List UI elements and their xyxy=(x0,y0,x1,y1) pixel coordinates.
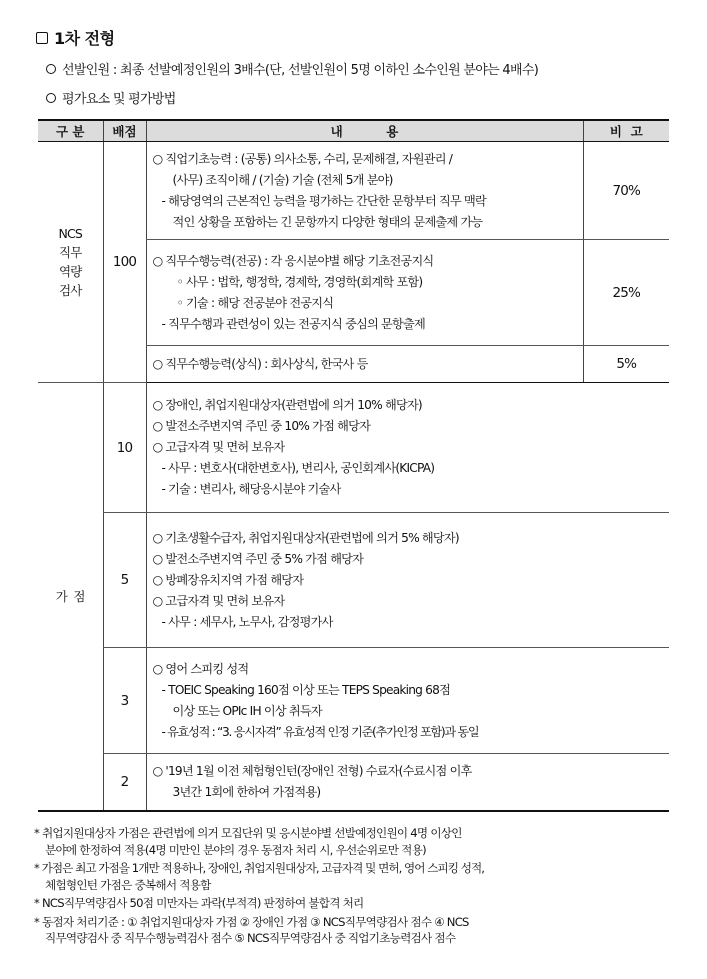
header-remark: 비 고 xyxy=(583,120,669,142)
circle-bullet-icon xyxy=(46,64,56,74)
category-bonus: 가 점 xyxy=(38,383,103,811)
score-cell: 5 xyxy=(103,513,146,648)
remark-cell: 25% xyxy=(583,240,669,346)
circle-bullet-icon xyxy=(46,93,56,103)
footnote-item: * 동점자 처리기준 : ① 취업지원대상자 가점 ② 장애인 가점 ③ NCS직무역량검사 점수 ④ NCS 직무역량검사 중 직무수행능력검사 점수 ⑤ NCS직무역량검사 중 직업기초능력검사 점수 xyxy=(34,914,469,945)
category-ncs: NCS 직무 역량 검사 xyxy=(38,142,103,383)
footnotes xyxy=(34,825,679,947)
content-cell: ○ 장애인, 취업지원대상자(관련법에 의거 10% 해당자) ○ 발전소주변지역 주민 중 10% 가점 해당자 ○ 고급자격 및 면허 보유자 - 사무 : 변호사(대한변호사), 변리사, 공인회계사(KICPA) - 기술 : 변리사, 해당응시분야 기술사 xyxy=(146,383,669,513)
content-cell: ○ 직업기초능력 : (공통) 의사소통, 수리, 문제해결, 자원관리 / (사무) 조직이해 / (기술) 기술 (전체 5개 분야) - 해당영역의 근본적인 능력을 평가하는 간단한 문항부터 직무 맥락 적인 상황을 포함하는 긴 문항까지 다양한 형태의 문제출제 가능 xyxy=(146,142,583,240)
table-row xyxy=(38,383,669,513)
footnote-item: * NCS직무역량검사 50점 미만자는 과락(부적격) 판정하여 불합격 처리 xyxy=(34,896,364,910)
footnote-item: * 가점은 최고 가점을 1개만 적용하나, 장애인, 취업지원대상자, 고급자격 및 면허, 영어 스피킹 성적, 체험형인턴 가점은 중복해서 적용함 xyxy=(34,861,484,892)
content-cell: ○ 기초생활수급자, 취업지원대상자(관련법에 의거 5% 해당자) ○ 발전소주변지역 주민 중 5% 가점 해당자 ○ 방폐장유치지역 가점 해당자 ○ 고급자격 및 면허 보유자 - 사무 : 세무사, 노무사, 감정평가사 xyxy=(146,513,669,648)
header-category: 구 분 xyxy=(38,120,103,142)
score-cell: 3 xyxy=(103,648,146,754)
table-row xyxy=(38,513,669,648)
score-cell: 2 xyxy=(103,754,146,811)
evaluation-table xyxy=(38,119,669,812)
table-header-row xyxy=(38,120,669,142)
content-cell: ○ '19년 1월 이전 체험형인턴(장애인 전형) 수료자(수료시점 이후 3년간 1회에 한하여 가점적용) xyxy=(146,754,669,811)
table-row xyxy=(38,142,669,240)
table-row xyxy=(38,648,669,754)
content-cell: ○ 직무수행능력(전공) : 각 응시분야별 해당 기초전공지식 ◦ 사무 : 법학, 행정학, 경제학, 경영학(회계학 포함) ◦ 기술 : 해당 전공분야 전공지식 - 직무수행과 관련성이 있는 전공지식 중심의 문항출제 xyxy=(146,240,583,346)
score-ncs: 100 xyxy=(103,142,146,383)
content-cell: ○ 영어 스피킹 성적 - TOEIC Speaking 160점 이상 또는 TEPS Speaking 68점 이상 또는 OPIc IH 이상 취득자 - 유효성적 : “3. 응시자격” 유효성적 인정 기준(추가인정 포함)과 동일 xyxy=(146,648,669,754)
remark-cell: 5% xyxy=(583,346,669,383)
content-cell: ○ 직무수행능력(상식) : 회사상식, 한국사 등 xyxy=(146,346,583,383)
bullet-selection-count: 선발인원 : 최종 선발예정인원의 3배수(단, 선발인원이 5명 이하인 소수인원 분야는 4배수) xyxy=(46,59,538,78)
header-score: 배점 xyxy=(103,120,146,142)
bullet-evaluation-method: 평가요소 및 평가방법 xyxy=(46,88,176,107)
remark-cell: 70% xyxy=(583,142,669,240)
section-heading xyxy=(36,26,115,49)
table-row xyxy=(38,754,669,811)
checkbox-square-icon xyxy=(36,32,48,44)
score-cell: 10 xyxy=(103,383,146,513)
footnote-item: * 취업지원대상자 가점은 관련법에 의거 모집단위 및 응시분야별 선발예정인원이 4명 이상인 분야에 한정하여 적용(4명 미만인 분야의 경우 동점자 처리 시, 우선순위로만 적용) xyxy=(34,826,462,857)
section-title: 1차 전형 xyxy=(54,29,115,48)
header-content: 내 용 xyxy=(146,120,583,142)
